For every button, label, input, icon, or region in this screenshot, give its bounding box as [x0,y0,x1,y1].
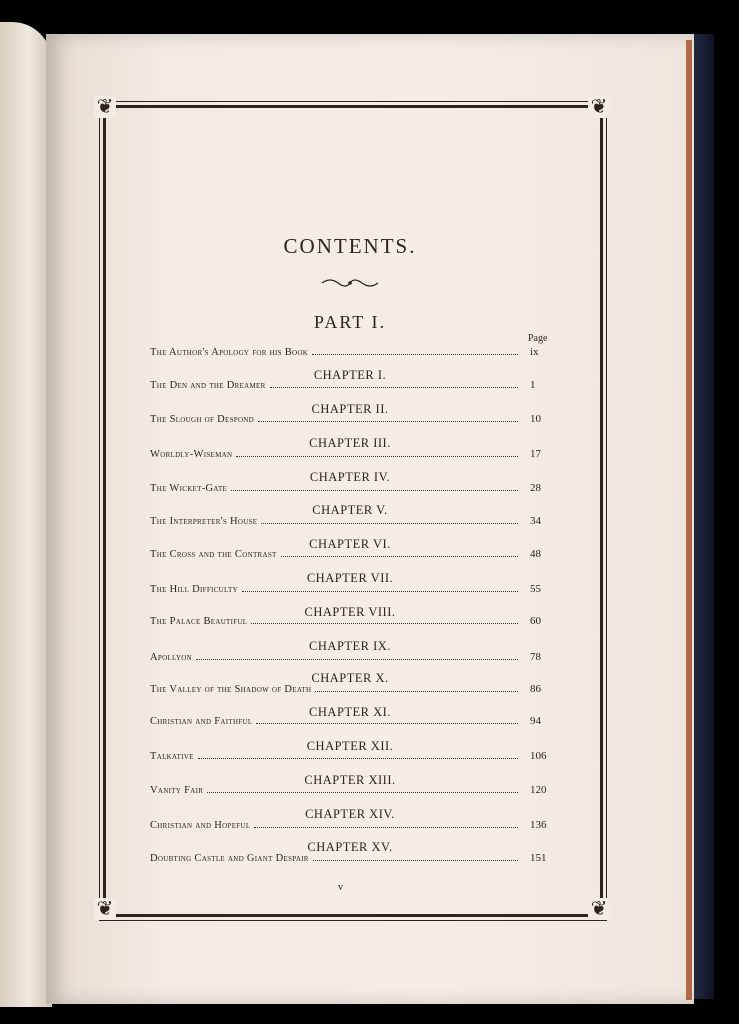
dot-leader [315,691,518,692]
dot-leader [261,523,518,524]
toc-entry-page: 106 [530,750,547,762]
page-edge [686,40,692,1000]
toc-entry-page: 10 [530,413,541,425]
toc-entry [150,414,522,425]
dot-leader [242,591,518,592]
dot-leader [231,490,518,491]
toc-entry-title: Christian and Hopeful [150,820,251,831]
toc-entry-page: 48 [530,548,541,560]
chapter-heading: CHAPTER IX. [309,639,391,653]
toc-entry-title: Talkative [150,751,194,762]
dot-leader [198,758,518,759]
dot-leader [254,827,518,828]
toc-entry-page: ix [530,346,539,358]
chapter-heading: CHAPTER XV. [307,840,393,854]
chapter-heading: CHAPTER XII. [306,739,394,753]
dot-leader [196,659,518,660]
toc-entry-title: Apollyon [150,652,192,663]
corner-ornament-icon: ❦ [94,96,116,118]
flourish-icon [320,277,380,289]
toc-entry [150,716,522,727]
dot-leader [281,556,518,557]
toc-entry [150,820,522,831]
dot-leader [258,421,518,422]
toc-entry [150,449,522,460]
dot-leader [313,860,518,861]
toc-entry [150,380,522,391]
toc-entry-page: 60 [530,615,541,627]
chapter-heading: CHAPTER XI. [309,705,391,719]
toc-entry [150,584,522,595]
dot-leader [270,387,518,388]
toc-entry-page: 86 [530,683,541,695]
toc-entry-page: 94 [530,715,541,727]
toc-entry [150,684,522,695]
chapter-heading: CHAPTER I. [313,368,387,382]
toc-entry-title: The Author's Apology for his Book [150,347,309,358]
toc-entry-title: The Hill Difficulty [150,584,238,595]
chapter-heading: CHAPTER VII. [306,571,394,585]
toc-entry [150,347,522,358]
corner-ornament-icon: ❦ [588,96,610,118]
toc-entry-page: 120 [530,784,547,796]
toc-entry-page: 136 [530,819,547,831]
toc-entry-title: The Slough of Despond [150,414,255,425]
part-heading: PART I. [314,312,386,332]
corner-ornament-icon: ❦ [94,898,116,920]
toc-entry-page: 34 [530,515,541,527]
chapter-heading: CHAPTER VIII. [304,605,396,619]
toc-entry-title: The Palace Beautiful [150,616,248,627]
corner-ornament-icon: ❦ [588,898,610,920]
toc-entry-title: The Den and the Dreamer [150,380,266,391]
page-column-label: Page [528,333,548,344]
toc-entry-title: Worldly-Wiseman [150,449,233,460]
toc-entry-title: The Interpreter's House [150,516,258,527]
chapter-heading: CHAPTER XIV. [305,807,395,821]
left-page [0,22,52,1007]
toc-entry-page: 151 [530,852,547,864]
toc-entry [150,549,522,560]
dot-leader [236,456,518,457]
toc-entry-page: 17 [530,448,541,460]
toc-entry [150,516,522,527]
dot-leader [312,354,518,355]
chapter-heading: CHAPTER XIII. [304,773,396,787]
toc-entry [150,785,522,796]
toc-entry [150,652,522,663]
toc-entry-page: 55 [530,583,541,595]
toc-entry-page: 78 [530,651,541,663]
chapter-heading: CHAPTER III. [309,436,391,450]
toc-entry-title: Christian and Faithful [150,716,253,727]
toc-entry-title: The Cross and the Contrast [150,549,277,560]
chapter-heading: CHAPTER V. [312,503,388,517]
chapter-heading: CHAPTER X. [311,671,389,685]
dot-leader [207,792,518,793]
toc-entry-title: Vanity Fair [150,785,204,796]
page-title: CONTENTS. [283,234,417,258]
toc-entry-page: 1 [530,379,536,391]
toc-entry [150,853,522,864]
page-number: v [338,882,343,893]
toc-entry [150,483,522,494]
toc-entry [150,616,522,627]
chapter-heading: CHAPTER VI. [309,537,391,551]
dot-leader [251,623,518,624]
toc-entry-title: Doubting Castle and Giant Despair [150,853,309,864]
toc-entry-title: The Valley of the Shadow of Death [150,684,312,695]
toc-entry [150,751,522,762]
dot-leader [256,723,518,724]
toc-entry-title: The Wicket-Gate [150,483,228,494]
chapter-heading: CHAPTER IV. [309,470,391,484]
chapter-heading: CHAPTER II. [311,402,389,416]
toc-entry-page: 28 [530,482,541,494]
